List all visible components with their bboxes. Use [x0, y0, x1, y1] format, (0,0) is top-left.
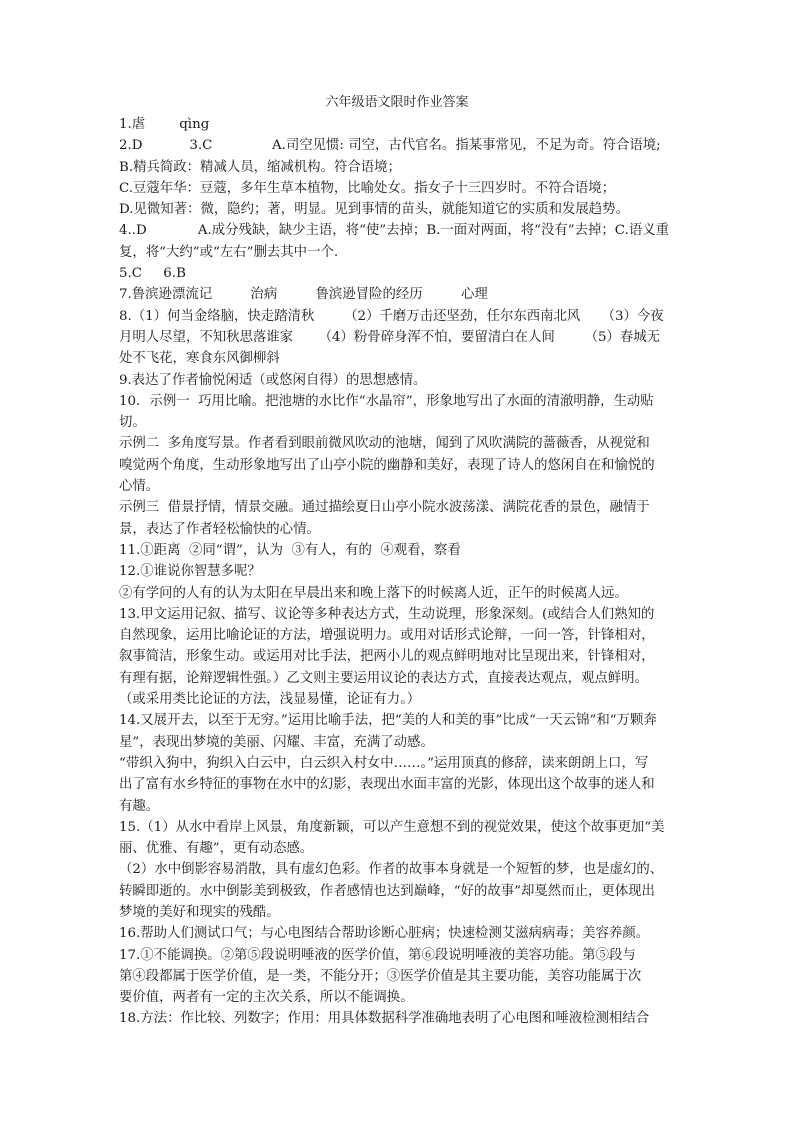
answer-line-text: C.豆蔻年华：豆蔻，多年生草本植物，比喻处女。指女子十三四岁时。不符合语境； [119, 180, 616, 196]
answer-line-text: 要价值，两者有一定的主次关系，所以不能调换。 [119, 990, 414, 1006]
answer-line [119, 263, 675, 284]
answer-lines [119, 114, 675, 1030]
answer-line [119, 370, 675, 391]
answer-line [119, 710, 675, 731]
answer-line-text: 8.（1）何当金络脑，快走踏清秋 （2）千磨万击还坚劲，任尔东西南北风 （3）今夜 [119, 308, 664, 324]
answer-line-text: ②有学问的人有的认为太阳在早晨出来和晚上落下的时候离人近，正午的时候离人远。 [119, 585, 628, 601]
answer-line-text: 出了富有水乡特征的事物在水中的幻影，表现出水面丰富的光影，体现出这个故事的迷人和 [119, 777, 655, 793]
answer-line-text: 心情。 [119, 479, 160, 495]
answer-line [119, 391, 675, 412]
answer-line [119, 412, 675, 433]
answer-line [119, 987, 675, 1008]
answer-line [119, 923, 675, 944]
answer-line-text: 17.①不能调换。②第⑤段说明唾液的医学价值，第⑥段说明唾液的美容功能。第⑤段与 [119, 947, 636, 963]
answer-line [119, 348, 675, 369]
answer-line-text: 第④段都属于医学价值，是一类，不能分开；③医学价值是其主要功能，美容功能属于次 [119, 968, 642, 984]
answer-line-text: 嗅觉两个角度，生动形象地写出了山亭小院的幽静和美好，表现了诗人的悠闲自在和愉悦的 [119, 457, 655, 473]
answer-line [119, 497, 675, 518]
answer-line [119, 220, 675, 241]
answer-line-text: （或采用类比论证的方法，浅显易懂，论证有力。） [119, 692, 421, 708]
answer-line [119, 242, 675, 263]
answer-line [119, 284, 675, 305]
answer-line-text: 示例三 借景抒情，情景交融。通过描绘夏日山亭小院水波荡漾、满院花香的景色，融情于 [119, 500, 650, 516]
answer-line-text: 切。 [119, 415, 146, 431]
answer-line [119, 1008, 675, 1029]
answer-line-text: 16.帮助人们测试口气；与心电图结合帮助诊断心脏病；快速检测艾滋病病毒；美容养颜。 [119, 926, 650, 942]
answer-line [119, 540, 675, 561]
answer-line [119, 199, 675, 220]
answer-line-text: 4..D A.成分残缺，缺少主语，将“使”去掉；B.一面对两面，将“没有”去掉；C.语义重 [119, 223, 669, 239]
answer-line [119, 604, 675, 625]
answer-line-text: 18.方法：作比较、列数字；作用：用具体数据科学准确地表明了心电图和唾液检测相结合 [119, 1011, 650, 1027]
answer-line-text: 7.鲁滨逊漂流记 治病 鲁滨逊冒险的经历 心理 [119, 287, 488, 303]
answer-line [119, 519, 675, 540]
document-title: 六年级语文限时作业答案 [325, 95, 469, 110]
answer-line [119, 455, 675, 476]
answer-line [119, 796, 675, 817]
answer-line [119, 433, 675, 454]
answer-line [119, 625, 675, 646]
answer-line-text: （2）水中倒影容易消散，具有虚幻色彩。作者的故事本身就是一个短暂的梦，也是虚幻的、 [119, 862, 664, 878]
answer-line [119, 476, 675, 497]
answer-line-text: 有理有据，论辩逻辑性强。）乙文则主要运用议论的表达方式，直接表达观点，观点鲜明。 [119, 670, 648, 686]
answer-line [119, 583, 675, 604]
answer-line-text: 梦境的美好和现实的残酷。 [119, 904, 280, 920]
answer-line [119, 732, 675, 753]
answer-line-text: D.见微知著：微，隐约；著，明显。见到事情的苗头，就能知道它的实质和发展趋势。 [119, 202, 629, 218]
answer-line [119, 966, 675, 987]
answer-line [119, 817, 675, 838]
answer-line-text: 有趣。 [119, 798, 160, 814]
answer-line-text: 处不飞花，寒食东风御柳斜 [119, 351, 280, 367]
answer-line-text: B.精兵简政：精减人员，缩减机构。符合语境； [119, 159, 401, 175]
answer-line-text: 转瞬即逝的。水中倒影美到极致，作者感情也达到巅峰，“好的故事”却戛然而止，更体现出 [119, 883, 655, 899]
answer-line-text: 景，表达了作者轻松愉快的心情。 [119, 521, 320, 537]
answer-line [119, 178, 675, 199]
answer-line [119, 945, 675, 966]
answer-line-text: 10．示例一 巧用比喻。把池塘的水比作“水晶帘”，形象地写出了水面的清澈明静，生动贴 [119, 393, 654, 409]
answer-line [119, 902, 675, 923]
answer-line-text: 9.表达了作者愉悦闲适（或悠闲自得）的思想感情。 [119, 372, 427, 388]
answer-line [119, 774, 675, 795]
answer-line [119, 838, 675, 859]
answer-line-text: 11.①距离 ②同“谓”，认为 ③有人，有的 ④观看，察看 [119, 542, 461, 558]
answer-line [119, 327, 675, 348]
answer-line [119, 753, 675, 774]
answer-line [119, 881, 675, 902]
answer-line-text: “带织入狗中，狗织入白云中，白云织入村女中……。”运用顶真的修辞，读来朗朗上口，写 [119, 755, 649, 771]
answer-line-text: 复，将“大约”或“左右”删去其中一个. [119, 244, 339, 260]
answer-line [119, 859, 675, 880]
answer-line-text: 5.C 6.B [119, 266, 186, 282]
answer-line-text: 1.虐 qìng [119, 117, 210, 132]
answer-line [119, 157, 675, 178]
answer-line-text: 12.①谁说你智慧多呢？ [119, 564, 261, 580]
answer-line-text: 2.D 3.C A.司空见惯: 司空，古代官名。指某事常见，不足为奇。符合语境; [119, 138, 661, 154]
answer-line [119, 306, 675, 327]
answer-line [119, 114, 675, 135]
answer-line [119, 135, 675, 156]
answer-line-text: 13.甲文运用记叙、描写、议论等多种表达方式，生动说理，形象深刻。(或结合人们熟知的 [119, 606, 655, 622]
answer-line [119, 689, 675, 710]
answer-line-text: 14.又展开去，以至于无穷。”运用比喻手法，把“美的人和美的事”比成“一天云锦”和“万颗奔 [119, 713, 657, 729]
answer-line [119, 668, 675, 689]
answer-line [119, 646, 675, 667]
document-page [119, 92, 675, 1030]
answer-line-text: 15.（1）从水中看岸上风景，角度新颖，可以产生意想不到的视觉效果，使这个故事更加“美 [119, 819, 665, 835]
answer-line-text: 丽、优雅、有趣”，更有动态感。 [119, 841, 314, 857]
answer-line-text: 自然现象，运用比喻论证的方法，增强说明力。或用对话形式论辩，一问一答，针锋相对， [119, 628, 655, 644]
answer-line [119, 561, 675, 582]
answer-line-text: 示例二 多角度写景。作者看到眼前微风吹动的池塘，闻到了风吹满院的蔷薇香，从视觉和 [119, 436, 650, 452]
answer-line-text: 星”，表现出梦境的美丽、闪耀、丰富，充满了动感。 [119, 734, 434, 750]
answer-line-text: 叙事简洁，形象生动。或运用对比手法，把两小儿的观点鲜明地对比呈现出来，针锋相对， [119, 649, 655, 665]
answer-line-text: 月明人尽望，不知秋思落谁家 （4）粉骨碎身浑不怕，要留清白在人间 （5）春城无 [119, 329, 661, 345]
